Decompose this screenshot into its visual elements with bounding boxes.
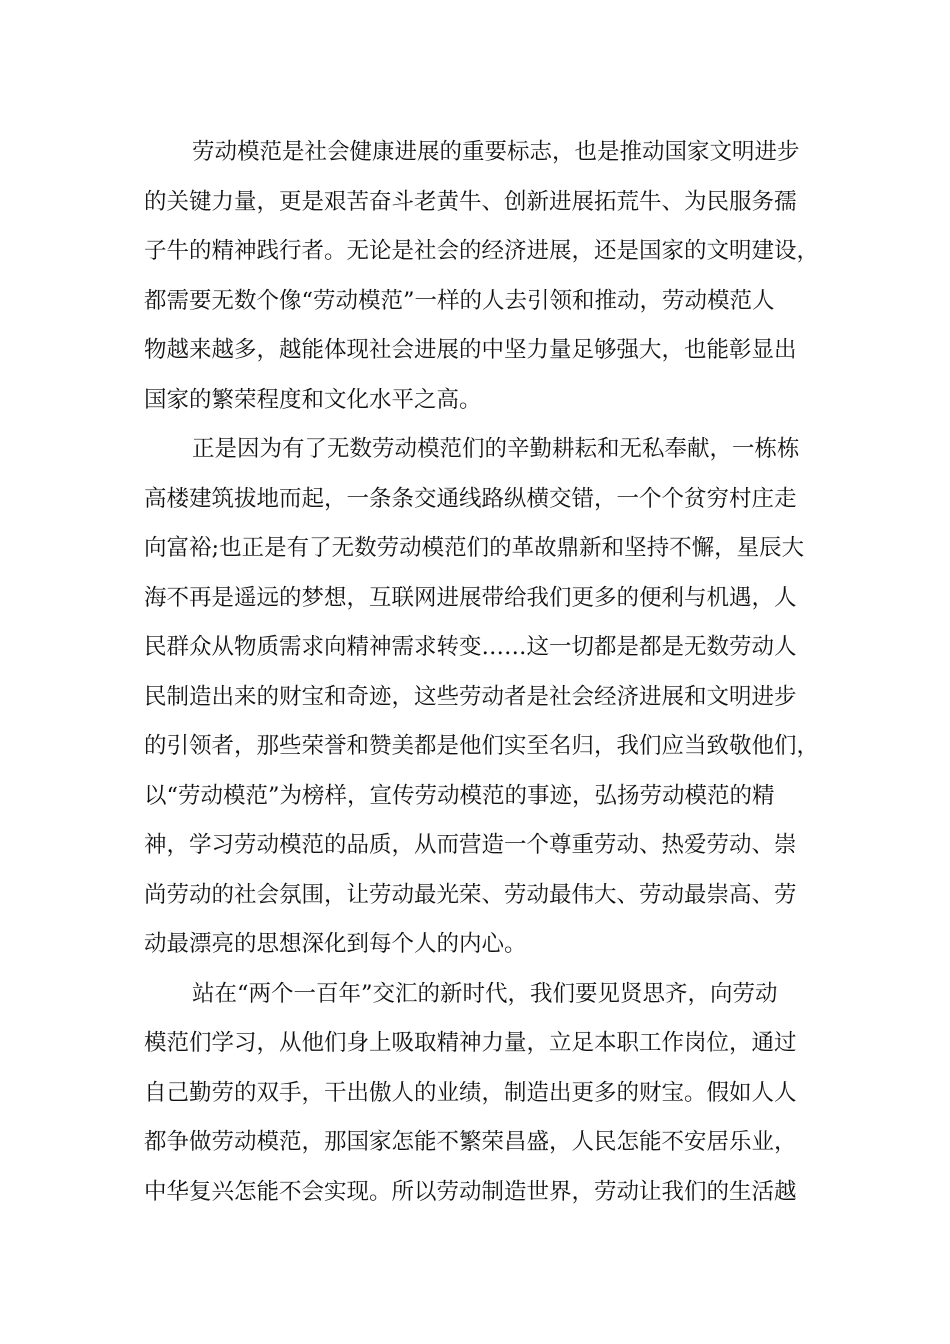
paragraph-1 [144,128,830,425]
text-line: 高楼建筑拔地而起，一条条交通线路纵横交错，一个个贫穷村庄走 [144,485,797,512]
paragraph-2 [144,425,830,970]
document-body [144,128,830,1217]
text-line: 的引领者，那些荣誉和赞美都是他们实至名归，我们应当致敬他们， [144,733,820,759]
text-line: 尚劳动的社会氛围，让劳动最光荣、劳动最伟大、劳动最崇高、劳 [144,881,797,908]
text-line: 动最漂亮的思想深化到每个人的内心。 [144,931,527,957]
text-line: 海不再是遥远的梦想，互联网进展带给我们更多的便利与机遇，人 [144,584,797,611]
paragraph-3 [144,970,830,1218]
text-line: 民制造出来的财宝和奇迹，这些劳动者是社会经济进展和文明进步 [144,683,797,710]
text-line: 民群众从物质需求向精神需求转变……这一切都是都是无数劳动人 [144,634,797,660]
text-line: 自己勤劳的双手，干出傲人的业绩，制造出更多的财宝。假如人人 [144,1079,797,1106]
text-line: 模范们学习，从他们身上吸取精神力量，立足本职工作岗位，通过 [144,1030,797,1056]
text-line: 以“劳动模范”为榜样，宣传劳动模范的事迹，弘扬劳动模范的精 [144,782,775,809]
text-line: 神，学习劳动模范的品质，从而营造一个尊重劳动、热爱劳动、崇 [144,832,797,858]
text-line: 正是因为有了无数劳动模范们的辛勤耕耘和无私奉献，一栋栋 [192,436,800,462]
text-line: 都争做劳动模范，那国家怎能不繁荣昌盛，人民怎能不安居乐业， [144,1129,797,1155]
text-line: 子牛的精神践行者。无论是社会的经济进展，还是国家的文明建设， [144,238,820,264]
text-line: 劳动模范是社会健康进展的重要标志，也是推动国家文明进步 [192,139,800,165]
text-line: 中华复兴怎能不会实现。所以劳动制造世界，劳动让我们的生活越 [144,1178,797,1205]
text-line: 的关键力量，更是艰苦奋斗老黄牛、创新进展拓荒牛、为民服务孺 [144,188,797,215]
text-line: 站在“两个一百年”交汇的新时代，我们要见贤思齐，向劳动 [192,980,778,1007]
text-line: 都需要无数个像“劳动模范”一样的人去引领和推动，劳动模范人 [144,287,775,314]
text-line: 物越来越多，越能体现社会进展的中坚力量足够强大，也能彰显出 [144,337,797,363]
text-line: 向富裕;也正是有了无数劳动模范们的革故鼎新和坚持不懈，星辰大 [144,535,805,561]
text-line: 国家的繁荣程度和文化水平之高。 [144,386,482,413]
